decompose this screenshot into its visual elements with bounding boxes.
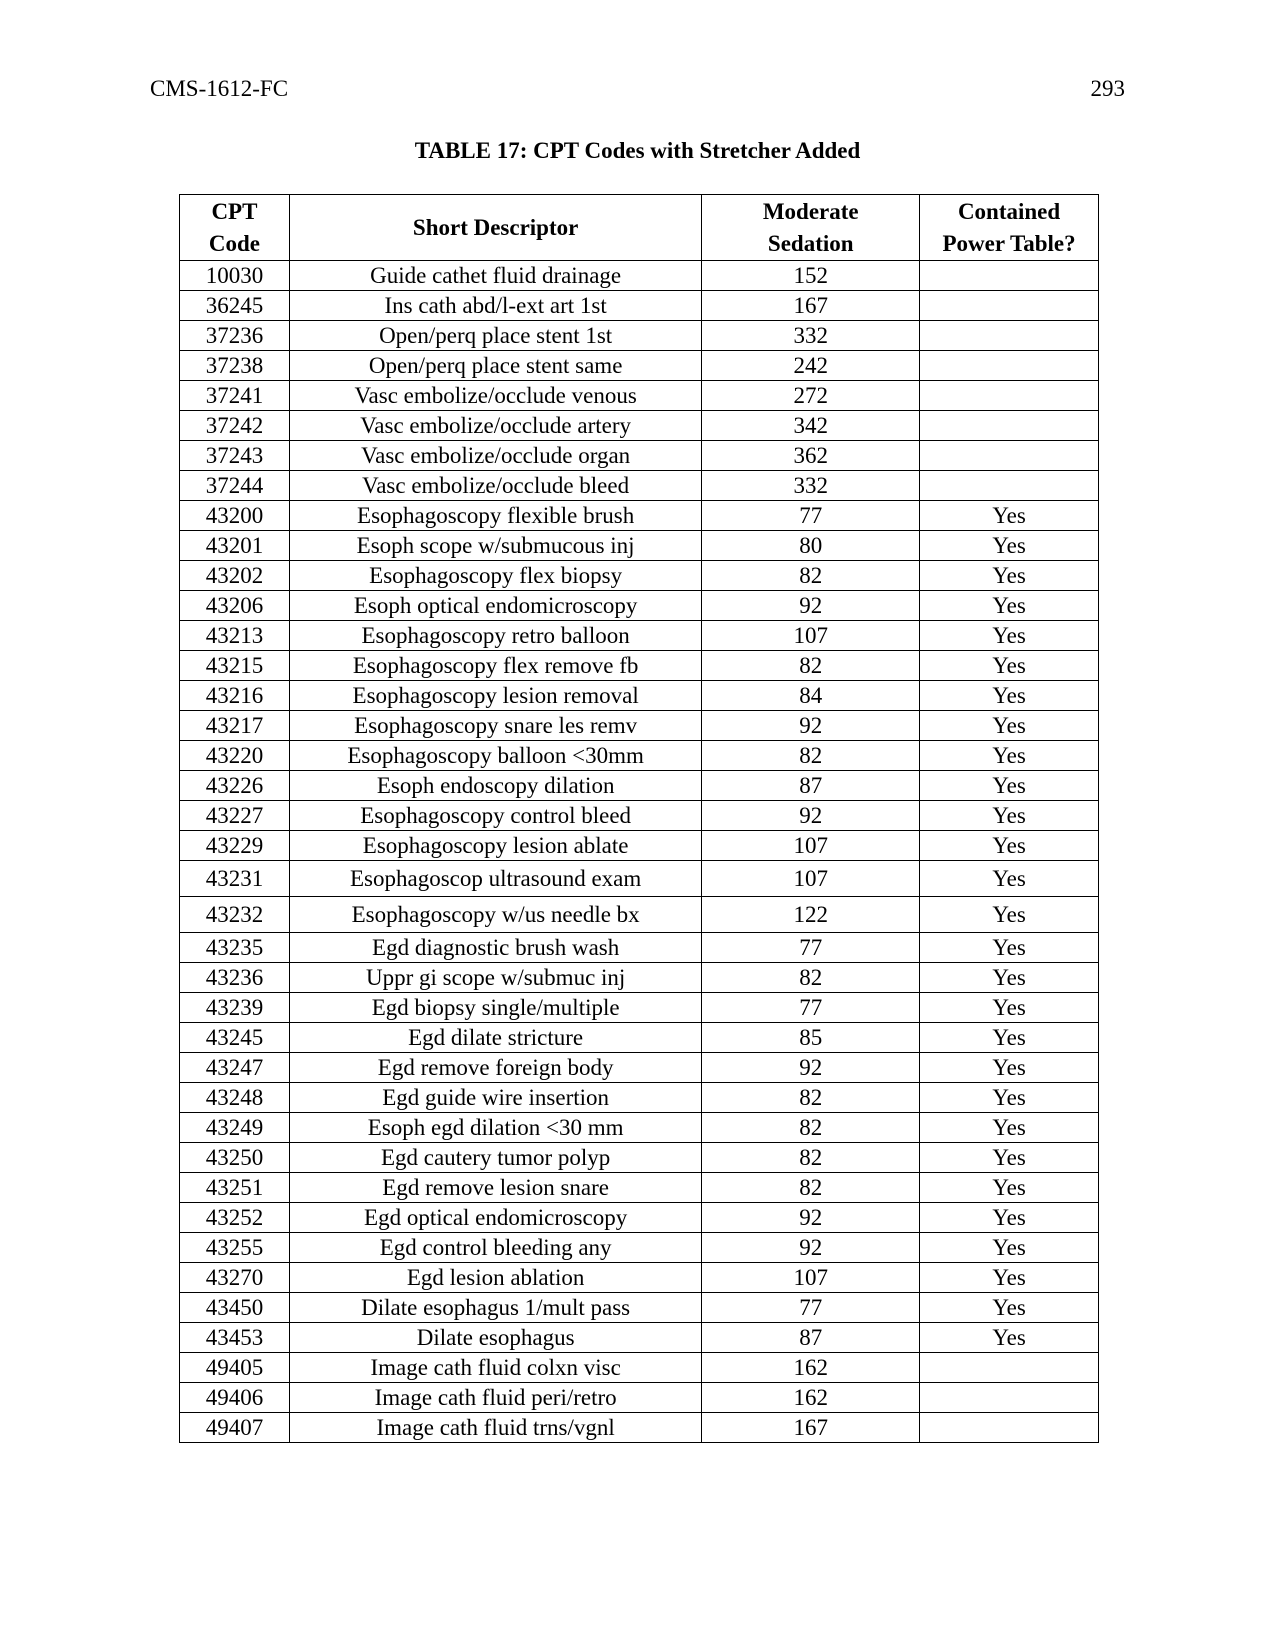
- cpt-code-cell: 43202: [180, 561, 290, 591]
- table-row: [180, 411, 1099, 441]
- short-descriptor-cell: Esophagoscop ultrasound exam: [289, 861, 701, 897]
- cpt-code-cell: 43217: [180, 711, 290, 741]
- contained-power-table-cell: Yes: [920, 1113, 1099, 1143]
- table-row: [180, 261, 1099, 291]
- short-descriptor-cell: Uppr gi scope w/submuc inj: [289, 963, 701, 993]
- short-descriptor-cell: Esophagoscopy balloon <30mm: [289, 741, 701, 771]
- moderate-sedation-cell: 332: [702, 471, 920, 501]
- short-descriptor-cell: Esophagoscopy w/us needle bx: [289, 897, 701, 933]
- moderate-sedation-cell: 92: [702, 591, 920, 621]
- moderate-sedation-cell: 82: [702, 651, 920, 681]
- short-descriptor-cell: Dilate esophagus: [289, 1323, 701, 1353]
- cpt-code-cell: 43245: [180, 1023, 290, 1053]
- table-body: [180, 261, 1099, 1443]
- short-descriptor-cell: Esophagoscopy snare les remv: [289, 711, 701, 741]
- moderate-sedation-cell: 162: [702, 1383, 920, 1413]
- table-row: [180, 801, 1099, 831]
- short-descriptor-cell: Vasc embolize/occlude organ: [289, 441, 701, 471]
- cpt-code-cell: 43255: [180, 1233, 290, 1263]
- moderate-sedation-cell: 77: [702, 993, 920, 1023]
- header-moderate-sedation-line-1: Moderate: [762, 198, 859, 224]
- short-descriptor-cell: Egd biopsy single/multiple: [289, 993, 701, 1023]
- contained-power-table-cell: Yes: [920, 711, 1099, 741]
- short-descriptor-cell: Esophagoscopy flex biopsy: [289, 561, 701, 591]
- table-row: [180, 963, 1099, 993]
- contained-power-table-cell: Yes: [920, 1203, 1099, 1233]
- moderate-sedation-cell: 92: [702, 711, 920, 741]
- contained-power-table-cell: Yes: [920, 963, 1099, 993]
- table-row: [180, 861, 1099, 897]
- contained-power-table-cell: Yes: [920, 501, 1099, 531]
- table-row: [180, 591, 1099, 621]
- contained-power-table-cell: Yes: [920, 1323, 1099, 1353]
- moderate-sedation-cell: 152: [702, 261, 920, 291]
- table-row: [180, 531, 1099, 561]
- table-row: [180, 351, 1099, 381]
- moderate-sedation-cell: 84: [702, 681, 920, 711]
- moderate-sedation-cell: 82: [702, 1173, 920, 1203]
- moderate-sedation-cell: 77: [702, 501, 920, 531]
- table-row: [180, 681, 1099, 711]
- cpt-code-cell: 43236: [180, 963, 290, 993]
- cpt-code-cell: 43226: [180, 771, 290, 801]
- cpt-code-cell: 43206: [180, 591, 290, 621]
- cpt-code-cell: 37241: [180, 381, 290, 411]
- moderate-sedation-cell: 342: [702, 411, 920, 441]
- contained-power-table-cell: Yes: [920, 993, 1099, 1023]
- header-cpt-code: [180, 195, 290, 261]
- short-descriptor-cell: Esophagoscopy lesion ablate: [289, 831, 701, 861]
- contained-power-table-cell: Yes: [920, 681, 1099, 711]
- table-row: [180, 741, 1099, 771]
- short-descriptor-cell: Egd cautery tumor polyp: [289, 1143, 701, 1173]
- moderate-sedation-cell: 167: [702, 1413, 920, 1443]
- header-cpt-code-line-2: Code: [208, 230, 260, 256]
- contained-power-table-cell: Yes: [920, 651, 1099, 681]
- moderate-sedation-cell: 92: [702, 1233, 920, 1263]
- table-row: [180, 1323, 1099, 1353]
- table-row: [180, 441, 1099, 471]
- short-descriptor-cell: Egd optical endomicroscopy: [289, 1203, 701, 1233]
- table-row: [180, 1263, 1099, 1293]
- moderate-sedation-cell: 77: [702, 1293, 920, 1323]
- table-row: [180, 993, 1099, 1023]
- moderate-sedation-cell: 92: [702, 1053, 920, 1083]
- moderate-sedation-cell: 242: [702, 351, 920, 381]
- table-row: [180, 381, 1099, 411]
- short-descriptor-cell: Egd lesion ablation: [289, 1263, 701, 1293]
- cpt-code-cell: 49405: [180, 1353, 290, 1383]
- moderate-sedation-cell: 82: [702, 561, 920, 591]
- moderate-sedation-cell: 87: [702, 1323, 920, 1353]
- cpt-code-cell: 43252: [180, 1203, 290, 1233]
- short-descriptor-cell: Egd diagnostic brush wash: [289, 933, 701, 963]
- contained-power-table-cell: Yes: [920, 801, 1099, 831]
- cpt-code-cell: 43247: [180, 1053, 290, 1083]
- table-row: [180, 1083, 1099, 1113]
- moderate-sedation-cell: 162: [702, 1353, 920, 1383]
- contained-power-table-cell: [920, 321, 1099, 351]
- moderate-sedation-cell: 82: [702, 1143, 920, 1173]
- contained-power-table-cell: Yes: [920, 561, 1099, 591]
- contained-power-table-cell: Yes: [920, 861, 1099, 897]
- cpt-code-cell: 49406: [180, 1383, 290, 1413]
- cpt-code-cell: 43215: [180, 651, 290, 681]
- contained-power-table-cell: [920, 1413, 1099, 1443]
- cpt-code-cell: 43450: [180, 1293, 290, 1323]
- table-row: [180, 1023, 1099, 1053]
- table-row: [180, 1383, 1099, 1413]
- cpt-code-cell: 37243: [180, 441, 290, 471]
- header-short-descriptor: Short Descriptor: [289, 195, 701, 261]
- document-id: CMS-1612-FC: [150, 76, 289, 101]
- cpt-code-cell: 43248: [180, 1083, 290, 1113]
- short-descriptor-cell: Esophagoscopy flex remove fb: [289, 651, 701, 681]
- short-descriptor-cell: Ins cath abd/l-ext art 1st: [289, 291, 701, 321]
- short-descriptor-cell: Esophagoscopy control bleed: [289, 801, 701, 831]
- cpt-codes-table: [179, 194, 1099, 1443]
- table-row: [180, 711, 1099, 741]
- cpt-code-cell: 49407: [180, 1413, 290, 1443]
- contained-power-table-cell: Yes: [920, 897, 1099, 933]
- cpt-code-cell: 43231: [180, 861, 290, 897]
- table-row: [180, 1353, 1099, 1383]
- contained-power-table-cell: [920, 1383, 1099, 1413]
- header-contained-line-2: Power Table?: [942, 230, 1076, 256]
- cpt-code-cell: 43213: [180, 621, 290, 651]
- header-contained-power-table: [920, 195, 1099, 261]
- contained-power-table-cell: Yes: [920, 1263, 1099, 1293]
- cpt-code-cell: 43200: [180, 501, 290, 531]
- table-row: [180, 933, 1099, 963]
- contained-power-table-cell: [920, 291, 1099, 321]
- short-descriptor-cell: Esophagoscopy lesion removal: [289, 681, 701, 711]
- moderate-sedation-cell: 272: [702, 381, 920, 411]
- table-row: [180, 291, 1099, 321]
- cpt-code-cell: 43239: [180, 993, 290, 1023]
- short-descriptor-cell: Esoph scope w/submucous inj: [289, 531, 701, 561]
- contained-power-table-cell: [920, 471, 1099, 501]
- moderate-sedation-cell: 107: [702, 621, 920, 651]
- moderate-sedation-cell: 82: [702, 1083, 920, 1113]
- moderate-sedation-cell: 107: [702, 831, 920, 861]
- cpt-code-cell: 43232: [180, 897, 290, 933]
- contained-power-table-cell: Yes: [920, 1233, 1099, 1263]
- table-row: [180, 621, 1099, 651]
- cpt-code-cell: 43249: [180, 1113, 290, 1143]
- short-descriptor-cell: Egd dilate stricture: [289, 1023, 701, 1053]
- header-moderate-sedation-line-2: Sedation: [767, 230, 854, 256]
- short-descriptor-cell: Egd control bleeding any: [289, 1233, 701, 1263]
- table-row: [180, 471, 1099, 501]
- short-descriptor-cell: Vasc embolize/occlude artery: [289, 411, 701, 441]
- contained-power-table-cell: Yes: [920, 741, 1099, 771]
- short-descriptor-cell: Egd remove lesion snare: [289, 1173, 701, 1203]
- table-row: [180, 1293, 1099, 1323]
- contained-power-table-cell: [920, 441, 1099, 471]
- cpt-code-cell: 43235: [180, 933, 290, 963]
- contained-power-table-cell: Yes: [920, 621, 1099, 651]
- contained-power-table-cell: Yes: [920, 1083, 1099, 1113]
- moderate-sedation-cell: 80: [702, 531, 920, 561]
- cpt-code-cell: 43251: [180, 1173, 290, 1203]
- contained-power-table-cell: Yes: [920, 531, 1099, 561]
- short-descriptor-cell: Vasc embolize/occlude bleed: [289, 471, 701, 501]
- cpt-code-cell: 43453: [180, 1323, 290, 1353]
- table-row: [180, 1203, 1099, 1233]
- cpt-code-cell: 43270: [180, 1263, 290, 1293]
- cpt-code-cell: 10030: [180, 261, 290, 291]
- cpt-code-cell: 43216: [180, 681, 290, 711]
- short-descriptor-cell: Image cath fluid trns/vgnl: [289, 1413, 701, 1443]
- moderate-sedation-cell: 92: [702, 1203, 920, 1233]
- moderate-sedation-cell: 82: [702, 741, 920, 771]
- header-row: [180, 195, 1099, 261]
- contained-power-table-cell: Yes: [920, 1143, 1099, 1173]
- short-descriptor-cell: Esoph optical endomicroscopy: [289, 591, 701, 621]
- contained-power-table-cell: [920, 261, 1099, 291]
- moderate-sedation-cell: 332: [702, 321, 920, 351]
- short-descriptor-cell: Dilate esophagus 1/mult pass: [289, 1293, 701, 1323]
- table-row: [180, 1113, 1099, 1143]
- cpt-code-cell: 37238: [180, 351, 290, 381]
- contained-power-table-cell: [920, 351, 1099, 381]
- short-descriptor-cell: Egd remove foreign body: [289, 1053, 701, 1083]
- short-descriptor-cell: Esophagoscopy retro balloon: [289, 621, 701, 651]
- moderate-sedation-cell: 167: [702, 291, 920, 321]
- contained-power-table-cell: Yes: [920, 1023, 1099, 1053]
- short-descriptor-cell: Open/perq place stent 1st: [289, 321, 701, 351]
- contained-power-table-cell: Yes: [920, 933, 1099, 963]
- cpt-code-cell: 37242: [180, 411, 290, 441]
- moderate-sedation-cell: 122: [702, 897, 920, 933]
- moderate-sedation-cell: 107: [702, 1263, 920, 1293]
- moderate-sedation-cell: 107: [702, 861, 920, 897]
- page-number: 293: [1090, 76, 1125, 101]
- cpt-code-cell: 43250: [180, 1143, 290, 1173]
- short-descriptor-cell: Vasc embolize/occlude venous: [289, 381, 701, 411]
- moderate-sedation-cell: 82: [702, 1113, 920, 1143]
- cpt-code-cell: 43201: [180, 531, 290, 561]
- contained-power-table-cell: Yes: [920, 831, 1099, 861]
- cpt-code-cell: 43220: [180, 741, 290, 771]
- short-descriptor-cell: Guide cathet fluid drainage: [289, 261, 701, 291]
- table-row: [180, 831, 1099, 861]
- cpt-code-cell: 37236: [180, 321, 290, 351]
- table-row: [180, 651, 1099, 681]
- header-moderate-sedation: [702, 195, 920, 261]
- header-contained-line-1: Contained: [957, 198, 1061, 224]
- table-header: [180, 195, 1099, 261]
- cpt-code-cell: 43229: [180, 831, 290, 861]
- moderate-sedation-cell: 82: [702, 963, 920, 993]
- table-row: [180, 1143, 1099, 1173]
- short-descriptor-cell: Esoph endoscopy dilation: [289, 771, 701, 801]
- short-descriptor-cell: Image cath fluid colxn visc: [289, 1353, 701, 1383]
- moderate-sedation-cell: 77: [702, 933, 920, 963]
- short-descriptor-cell: Open/perq place stent same: [289, 351, 701, 381]
- table-row: [180, 501, 1099, 531]
- cpt-code-cell: 36245: [180, 291, 290, 321]
- table-row: [180, 1233, 1099, 1263]
- header-cpt-code-line-1: CPT: [211, 198, 258, 224]
- table-row: [180, 897, 1099, 933]
- contained-power-table-cell: Yes: [920, 591, 1099, 621]
- table-row: [180, 771, 1099, 801]
- cpt-code-cell: 43227: [180, 801, 290, 831]
- moderate-sedation-cell: 87: [702, 771, 920, 801]
- cpt-code-cell: 37244: [180, 471, 290, 501]
- short-descriptor-cell: Image cath fluid peri/retro: [289, 1383, 701, 1413]
- contained-power-table-cell: [920, 1353, 1099, 1383]
- moderate-sedation-cell: 362: [702, 441, 920, 471]
- table-row: [180, 321, 1099, 351]
- moderate-sedation-cell: 92: [702, 801, 920, 831]
- short-descriptor-cell: Esoph egd dilation <30 mm: [289, 1113, 701, 1143]
- table-row: [180, 561, 1099, 591]
- contained-power-table-cell: Yes: [920, 1293, 1099, 1323]
- contained-power-table-cell: Yes: [920, 771, 1099, 801]
- moderate-sedation-cell: 85: [702, 1023, 920, 1053]
- contained-power-table-cell: Yes: [920, 1173, 1099, 1203]
- table-title: TABLE 17: CPT Codes with Stretcher Added: [414, 138, 861, 163]
- contained-power-table-cell: Yes: [920, 1053, 1099, 1083]
- table-row: [180, 1053, 1099, 1083]
- table-row: [180, 1173, 1099, 1203]
- short-descriptor-cell: Esophagoscopy flexible brush: [289, 501, 701, 531]
- contained-power-table-cell: [920, 411, 1099, 441]
- table-row: [180, 1413, 1099, 1443]
- contained-power-table-cell: [920, 381, 1099, 411]
- short-descriptor-cell: Egd guide wire insertion: [289, 1083, 701, 1113]
